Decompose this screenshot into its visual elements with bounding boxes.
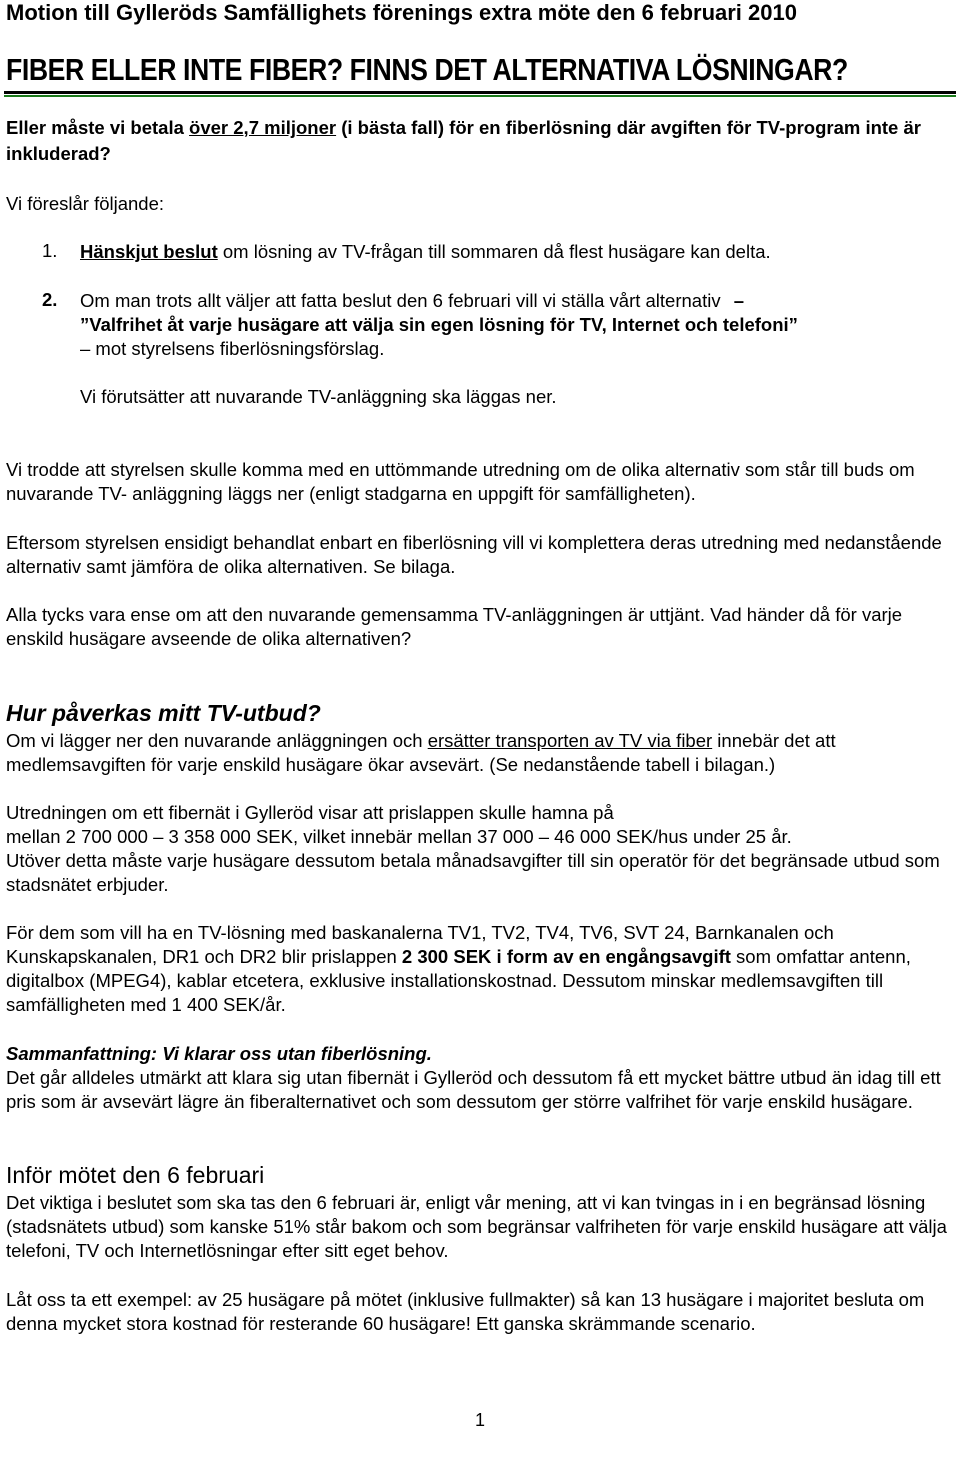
item2-number: 2. — [42, 289, 58, 310]
fiber-cost-line2: mellan 2 700 000 – 3 358 000 SEK, vilket innebär mellan 37 000 – 46 000 SEK/hus under 25 år. — [6, 826, 792, 847]
section-heading-tv: Hur påverkas mitt TV-utbud? — [6, 700, 321, 726]
item2-line1-text: Om man trots allt väljer att fatta beslut den 6 februari vill vi ställa vårt alternativ — [80, 290, 721, 311]
headline: FIBER ELLER INTE FIBER? FINNS DET ALTERNATIVA LÖSNINGAR? — [6, 52, 848, 87]
tv-alt-price: 2 300 SEK i form av en engångsavgift — [401, 946, 731, 967]
fiber-cost-line1: Utredningen om ett fibernät i Gylleröd visar att prislappen skulle hamna på — [6, 802, 614, 823]
lead-question — [6, 115, 936, 167]
headline-rule — [4, 91, 956, 94]
summary-heading: Sammanfattning: Vi klarar oss utan fiberlösning. — [6, 1043, 432, 1064]
lead-underlined-amount: över 2,7 miljoner — [189, 117, 337, 138]
item1-text — [80, 240, 940, 264]
paragraph-expectation: Vi trodde att styrelsen skulle komma med en uttömmande utredning om de olika alternativ som står till buds om nuvarande TV- anläggning läggs ner (enligt stadgarna en uppgift för samfälligheten). — [6, 459, 915, 504]
item1-number: 1. — [42, 240, 58, 261]
item2-line1 — [80, 289, 940, 313]
tv-alt-text-1: För dem som vill ha en TV-lösning med baskanalerna TV1, TV2, TV4, TV6, SVT 24, Barnkanalen och Kunskapskanalen, DR1 och DR2 blir prislappen — [6, 922, 834, 967]
item2-line3: – mot styrelsens fiberlösningsförslag. — [80, 338, 385, 359]
meeting-heading: Inför mötet den 6 februari — [6, 1162, 265, 1188]
tv-alt-text-2: som omfattar antenn, digitalbox (MPEG4), kablar etcetera, exklusive installationskostnad. Dessutom minskar medlemsavgiften till samfälligheten med 1 400 SEK/år. — [6, 946, 911, 1015]
proposal-intro: Vi föreslår följande: — [6, 193, 165, 214]
item2-alternative: ”Valfrihet åt varje husägare att välja sin egen lösning för TV, Internet och telefoni” — [80, 314, 798, 335]
paragraph-complement: Eftersom styrelsen ensidigt behandlat enbart en fiberlösning vill vi komplettera deras utredning med nedanstående alternativ samt jämföra de olika alternativen. Se bilaga. — [6, 532, 942, 577]
meeting-paragraph-1: Det viktiga i beslutet som ska tas den 6 februari är, enligt vår mening, att vi kan tvingas in i en begränsad lösning (stadsnätets utbud) som kanske 51% står bakom och som begränsar valfriheten för varje enskild husägare att välja telefoni, TV och Internetlösningar efter sitt eget behov. — [6, 1192, 947, 1261]
item2-line4: Vi förutsätter att nuvarande TV-anläggning ska läggas ner. — [80, 386, 557, 407]
item1-rest: om lösning av TV-frågan till sommaren då flest husägare kan delta. — [217, 241, 771, 262]
paragraph-tv-impact — [6, 729, 951, 777]
tv-impact-text-2: innebär det att medlemsavgiften för varje enskild husägare ökar avsevärt. (Se nedanstående tabell i bilagan.) — [6, 730, 836, 775]
lead-text-1: Eller måste vi betala — [6, 117, 190, 138]
lead-text-2: (i bästa fall) för en fiberlösning där avgiften för TV-program inte är inkluderad? — [6, 117, 921, 164]
page-number: 1 — [474, 1410, 485, 1430]
paragraph-question: Alla tycks vara ense om att den nuvarande gemensamma TV-anläggningen är uttjänt. Vad händer då för varje enskild husägare avseende de olika alternativen? — [6, 604, 903, 649]
document-title: Motion till Gylleröds Samfällighets förenings extra möte den 6 februari 2010 — [6, 0, 797, 25]
fiber-cost-line3: Utöver detta måste varje husägare dessutom betala månadsavgifter till sin operatör för det begränsade utbud som stadsnätet erbjuder. — [6, 850, 940, 895]
tv-impact-underlined: ersätter transporten av TV via fiber — [427, 730, 713, 751]
meeting-paragraph-2: Låt oss ta ett exempel: av 25 husägare på mötet (inklusive fullmakter) så kan 13 husägare i majoritet besluta om denna mycket stora kostnad för resterande 60 husägare! Ett ganska skrämmande scenario. — [6, 1289, 925, 1334]
summary-text: Det går alldeles utmärkt att klara sig utan fibernät i Gylleröd och dessutom få ett mycket bättre utbud än idag till ett pris som är avsevärt lägre än fiberalternativet och som dessutom ger större valfrihet för varje enskild husägare. — [6, 1067, 941, 1112]
paragraph-tv-alternative — [6, 921, 951, 1017]
tv-impact-text-1: Om vi lägger ner den nuvarande anläggningen och — [6, 730, 428, 751]
item1-strong: Hänskjut beslut — [80, 241, 218, 262]
headline-rule-green — [4, 95, 956, 97]
item2-dash: – — [733, 290, 745, 311]
paragraph-fiber-cost — [6, 801, 951, 897]
